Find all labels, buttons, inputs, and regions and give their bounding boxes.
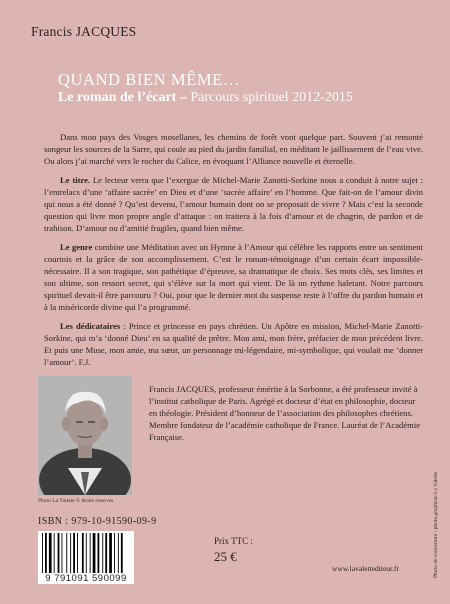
author-name: Francis JACQUES xyxy=(31,24,137,39)
vertical-credit: Photo de couverture : photo.graphiste La Valette xyxy=(433,471,439,578)
publisher-website: www.lavalettediteur.fr xyxy=(332,564,399,573)
photo-credit: Photo La Valette © droits réservés xyxy=(38,498,114,504)
paragraph-genre: Le genre combine une Méditation avec un Hymne à l’Amour qui célèbre les rapports entre un sentiment courtois et la grâce de son accomplissement. C’est le roman-témoignage d’un certain écart impossible-nécessaire. Il a son tragique, son pathétique d’épreuve, sa dramatique de choix. Ses mots clés, ses limites et son ultime, son ressort secret, qui s’élève sur la mort qui vient. De là un rythme haletant. Notre parcours spirituel devait-il être parcouru ? Oui, pour que le dernier mot du suspense reste à l’offre du pardon humain et à la miséricorde divine qui l’a programmé. xyxy=(44,241,423,313)
subtitle-rest: Parcours spirituel 2012-2015 xyxy=(186,90,353,105)
back-cover-text xyxy=(44,131,423,375)
author-photo xyxy=(38,376,132,495)
paragraph-lead: Le genre xyxy=(60,241,93,252)
barcode-number: 9 791091 590099 xyxy=(38,573,134,584)
price: 25 € xyxy=(214,549,237,564)
paragraph-intro: Dans mon pays des Vosges mosellanes, les chemins de forêt vont quelque part. Souvent j’ai remonté songeur les sources de la Sarre, qui coule au pied du jardin familial, en méditant le jaillissement de l’eau vive. Ou alors j’ai marché vers le rocher du Calice, en évoquant l’Alliance nouvelle et éternelle. xyxy=(44,132,423,167)
barcode xyxy=(38,531,134,573)
subtitle-bold: Le roman de l’écart – xyxy=(58,90,187,105)
paragraph-title: Le titre. Le lecteur verra que l’exergue de Michel-Marie Zanotti-Sorkine nous a conduit à notre sujet : l’entrelacs d’une ‘affaire sacrée’ en Dieu et d’une ‘sacrée affaire’ en l’homme. Que fait-on de l’amour divin qui nous a été donné ? Qu’est devenu, l’amour humain dont on se proposait de vivre ? Mais c’est la seconde question qui livre mon propre angle d’attaque : on traitera à la fois d’amour et de chagrin, de pardon et de trahison. D’amour ou d’amitié fragiles, quand bien même. xyxy=(44,174,423,234)
paragraph-dedication: Les dédicataires : Prince et princesse en pays chrétien. Un Apôtre en mission, Michel-Marie Zanotti-Sorkine, qui m’a ‘donné Dieu’ en sa qualité de prêtre. Mon ami, mon frère, préfacier de mon précédent livre. Et puis une Muse, mon amie, ma sœur, un personnage mi-légendaire, mi-symbolique, qui voulait me ‘donner l’amour’. F.J. xyxy=(44,320,424,368)
book-title: QUAND BIEN MÊME… xyxy=(58,70,240,89)
isbn: ISBN : 979-10-91590-09-9 xyxy=(38,516,157,527)
paragraph-lead: Le titre. xyxy=(60,174,91,185)
price-label: Prix TTC : xyxy=(214,536,253,546)
book-subtitle xyxy=(58,90,353,106)
paragraph-lead: Les dédicataires xyxy=(60,320,121,331)
author-bio: Francis JACQUES, professeur émérite à la Sorbonne, a été professeur invité à l’institut catholique de Paris. Agrégé et docteur d’état en philosophie, docteur en théologie. Président d’honneur de l’association des philosophes chrétiens. Membre fondateur de l’académie catholique de France. Lauréat de l’Académie Française. xyxy=(149,384,421,443)
